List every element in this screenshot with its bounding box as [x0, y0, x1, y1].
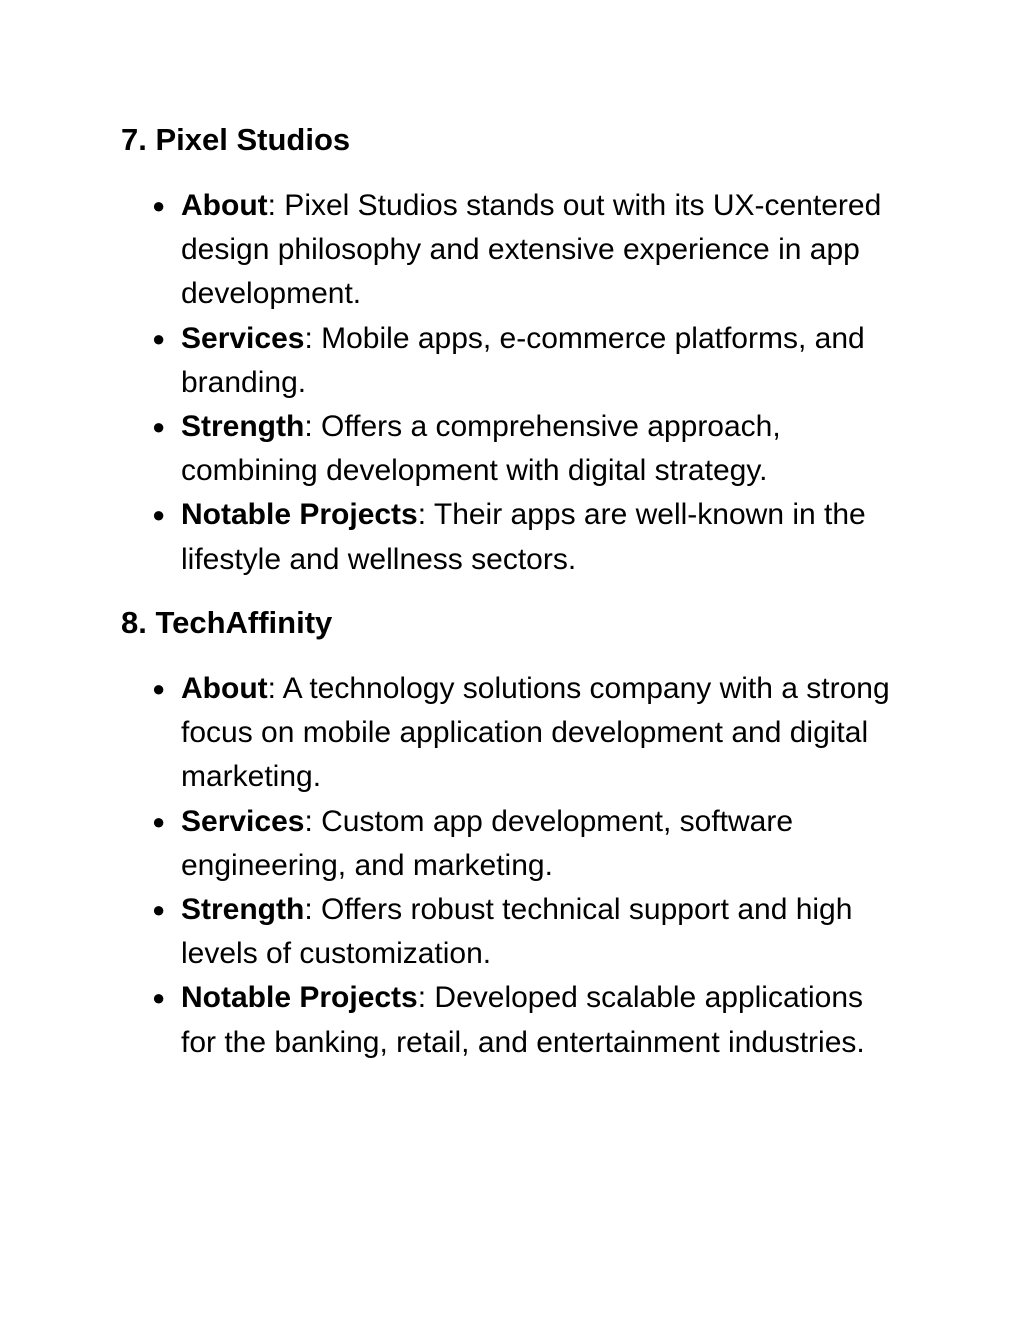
list-item [121, 667, 901, 800]
item-text: : Developed scalable applications for the banking, retail, and entertainment industries. [181, 981, 865, 1059]
item-label: Strength [181, 410, 305, 444]
section-heading: 8. TechAffinity [121, 605, 333, 640]
section-techaffinity [121, 603, 901, 1065]
bullet-icon: ● [152, 414, 166, 440]
list-item [121, 405, 901, 493]
item-text: : Offers robust technical support and high levels of customization. [181, 893, 853, 971]
item-text: : Pixel Studios stands out with its UX-centered design philosophy and extensive experience in app development. [181, 189, 882, 311]
item-label: Notable Projects [181, 498, 418, 532]
item-label: Strength [181, 893, 305, 927]
list-item [121, 317, 901, 405]
list-item [121, 493, 901, 581]
bullet-icon: ● [152, 676, 166, 701]
bullet-icon: ● [152, 897, 166, 923]
item-text: : A technology solutions company with a strong focus on mobile application development and digital marketing. [181, 672, 890, 794]
bullet-icon: ● [152, 502, 166, 528]
item-text: : Offers a comprehensive approach, combining development with digital strategy. [181, 410, 781, 488]
list-item [121, 888, 901, 976]
bullet-icon: ● [152, 808, 166, 834]
item-label: Notable Projects [181, 981, 418, 1015]
item-label: Services [181, 321, 305, 355]
bullet-list [121, 667, 901, 1065]
section-heading: 7. Pixel Studios [121, 122, 351, 157]
bullet-list [121, 184, 901, 582]
bullet-icon: ● [152, 193, 166, 218]
section-pixel-studios [121, 120, 901, 582]
list-item [121, 800, 901, 888]
item-label: Services [181, 804, 305, 838]
item-text: : Custom app development, software engineering, and marketing. [181, 804, 794, 882]
bullet-icon: ● [152, 325, 166, 351]
item-text: : Mobile apps, e-commerce platforms, and branding. [181, 321, 865, 399]
list-item [121, 184, 901, 317]
bullet-icon: ● [152, 985, 166, 1011]
item-label: About [181, 189, 268, 222]
item-text: : Their apps are well-known in the lifestyle and wellness sectors. [181, 498, 866, 576]
item-label: About [181, 672, 268, 705]
list-item [121, 976, 901, 1064]
